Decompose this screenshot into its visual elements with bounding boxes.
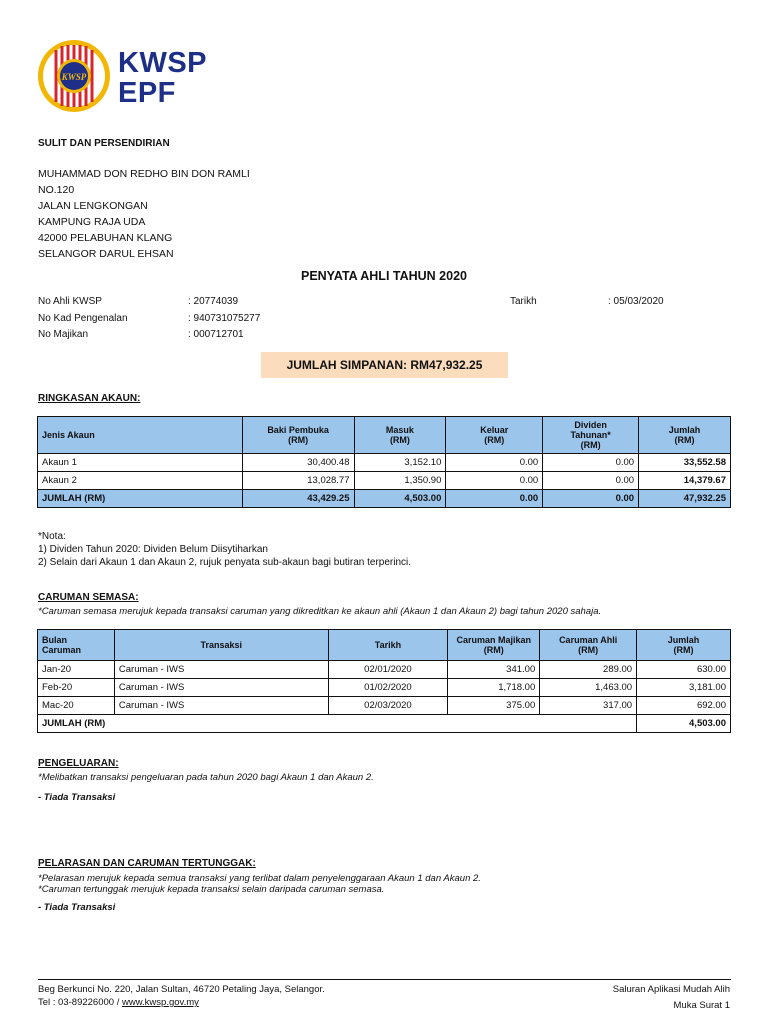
cell: 4,503.00	[354, 490, 446, 508]
address-line: 42000 PELABUHAN KLANG	[38, 232, 173, 244]
withdrawals-subtitle: *Melibatkan transaksi pengeluaran pada tahun 2020 bagi Akaun 1 dan Akaun 2.	[38, 772, 374, 783]
col-header: Tarikh	[328, 630, 448, 661]
cell: 0.00	[543, 490, 639, 508]
table-row	[38, 472, 731, 490]
confidential-label: SULIT DAN PERSENDIRIAN	[38, 138, 170, 149]
cell: 02/01/2020	[328, 661, 448, 679]
cell: 13,028.77	[242, 472, 354, 490]
ic-value: : 940731075277	[188, 313, 261, 324]
notes-block	[38, 530, 411, 569]
cell: 692.00	[637, 697, 731, 715]
date-value: : 05/03/2020	[608, 296, 664, 307]
employer-value: : 000712701	[188, 329, 244, 340]
current-header-row	[38, 630, 731, 661]
summary-total-row	[38, 490, 731, 508]
cell: JUMLAH (RM)	[38, 715, 637, 733]
col-header: Caruman Ahli (RM)	[540, 630, 637, 661]
table-row	[38, 454, 731, 472]
col-header: Bulan Caruman	[38, 630, 115, 661]
member-address	[38, 166, 250, 262]
member-no-label: No Ahli KWSP	[38, 296, 102, 307]
cell: 1,463.00	[540, 679, 637, 697]
adjustments-empty: - Tiada Transaksi	[38, 902, 116, 913]
cell: Mac-20	[38, 697, 115, 715]
address-line: JALAN LENGKONGAN	[38, 200, 148, 212]
cell: 317.00	[540, 697, 637, 715]
col-header: Caruman Majikan (RM)	[448, 630, 540, 661]
cell: Caruman - IWS	[114, 697, 328, 715]
brand-epf: EPF	[118, 77, 176, 109]
ic-label: No Kad Pengenalan	[38, 313, 128, 324]
cell: Akaun 2	[38, 472, 243, 490]
withdrawals-empty: - Tiada Transaksi	[38, 792, 116, 803]
col-header: Baki Pembuka (RM)	[242, 417, 354, 454]
logo-emblem-text: KWSP	[61, 72, 87, 82]
col-header: Keluar (RM)	[446, 417, 543, 454]
note-item: 2) Selain dari Akaun 1 dan Akaun 2, rujuk penyata sub-akaun bagi butiran terperinci.	[38, 557, 412, 568]
cell: JUMLAH (RM)	[38, 490, 243, 508]
cell: 630.00	[637, 661, 731, 679]
cell: 375.00	[448, 697, 540, 715]
cell: 0.00	[446, 454, 543, 472]
cell: 02/03/2020	[328, 697, 448, 715]
cell: 0.00	[543, 472, 639, 490]
member-no-value: : 20774039	[188, 296, 239, 307]
cell: 3,152.10	[354, 454, 446, 472]
cell: 14,379.67	[639, 472, 731, 490]
cell: Jan-20	[38, 661, 115, 679]
cell: Caruman - IWS	[114, 661, 328, 679]
current-table	[37, 629, 731, 733]
employer-label: No Majikan	[38, 329, 89, 340]
footer-divider	[38, 979, 731, 980]
cell: 0.00	[446, 472, 543, 490]
cell: 43,429.25	[242, 490, 354, 508]
address-line: SELANGOR DARUL EHSAN	[38, 248, 174, 260]
adjustments-line1: *Pelarasan merujuk kepada semua transaksi yang terlibat dalam penyelenggaraan Akaun 1 dan Akaun 2.	[38, 873, 481, 884]
adjustments-title: PELARASAN DAN CARUMAN TERTUNGGAK:	[38, 858, 256, 869]
adjustments-line2: *Caruman tertunggak merujuk kepada transaksi selain daripada caruman semasa.	[38, 884, 385, 895]
cell: 4,503.00	[637, 715, 731, 733]
cell: Akaun 1	[38, 454, 243, 472]
cell: 289.00	[540, 661, 637, 679]
withdrawals-title: PENGELUARAN:	[38, 758, 119, 769]
total-savings-banner: JUMLAH SIMPANAN: RM47,932.25	[261, 352, 508, 378]
col-header: Masuk (RM)	[354, 417, 446, 454]
col-header: Jumlah (RM)	[637, 630, 731, 661]
footer-channel: Saluran Aplikasi Mudah Alih	[612, 984, 730, 995]
col-header: Dividen Tahunan* (RM)	[543, 417, 639, 454]
summary-header-row	[38, 417, 731, 454]
cell: 47,932.25	[639, 490, 731, 508]
table-row	[38, 697, 731, 715]
table-row	[38, 661, 731, 679]
current-total-row	[38, 715, 731, 733]
cell: 30,400.48	[242, 454, 354, 472]
note-item: 1) Dividen Tahun 2020: Dividen Belum Diisytiharkan	[38, 544, 268, 555]
col-header: Transaksi	[114, 630, 328, 661]
notes-title: *Nota:	[38, 531, 66, 542]
cell: 3,181.00	[637, 679, 731, 697]
cell: 33,552.58	[639, 454, 731, 472]
current-subtitle: *Caruman semasa merujuk kepada transaksi caruman yang dikreditkan ke akaun ahli (Akaun 1 dan Akaun 2) bagi tahun 2020 sahaja.	[38, 606, 602, 617]
footer-address: Beg Berkunci No. 220, Jalan Sultan, 46720 Petaling Jaya, Selangor.	[38, 984, 325, 995]
cell: 341.00	[448, 661, 540, 679]
summary-table	[37, 416, 731, 508]
cell: 01/02/2020	[328, 679, 448, 697]
footer-tel: Tel : 03-89226000 /	[38, 997, 122, 1008]
page-number: Muka Surat 1	[673, 1000, 730, 1011]
cell: Caruman - IWS	[114, 679, 328, 697]
current-title: CARUMAN SEMASA:	[38, 592, 139, 603]
cell: 0.00	[446, 490, 543, 508]
statement-title: PENYATA AHLI TAHUN 2020	[300, 269, 467, 283]
date-label: Tarikh	[510, 296, 537, 307]
summary-title: RINGKASAN AKAUN:	[38, 393, 141, 404]
cell: 0.00	[543, 454, 639, 472]
col-header: Jumlah (RM)	[639, 417, 731, 454]
cell: 1,350.90	[354, 472, 446, 490]
address-line: MUHAMMAD DON REDHO BIN DON RAMLI	[38, 168, 250, 180]
brand-kwsp: KWSP	[118, 47, 207, 79]
address-line: NO.120	[38, 184, 75, 196]
address-line: KAMPUNG RAJA UDA	[38, 216, 146, 228]
col-header: Jenis Akaun	[38, 417, 243, 454]
table-row	[38, 679, 731, 697]
cell: Feb-20	[38, 679, 115, 697]
kwsp-emblem-icon	[36, 36, 116, 116]
website-link[interactable]: www.kwsp.gov.my	[121, 997, 199, 1008]
footer-contact	[38, 997, 199, 1008]
cell: 1,718.00	[448, 679, 540, 697]
